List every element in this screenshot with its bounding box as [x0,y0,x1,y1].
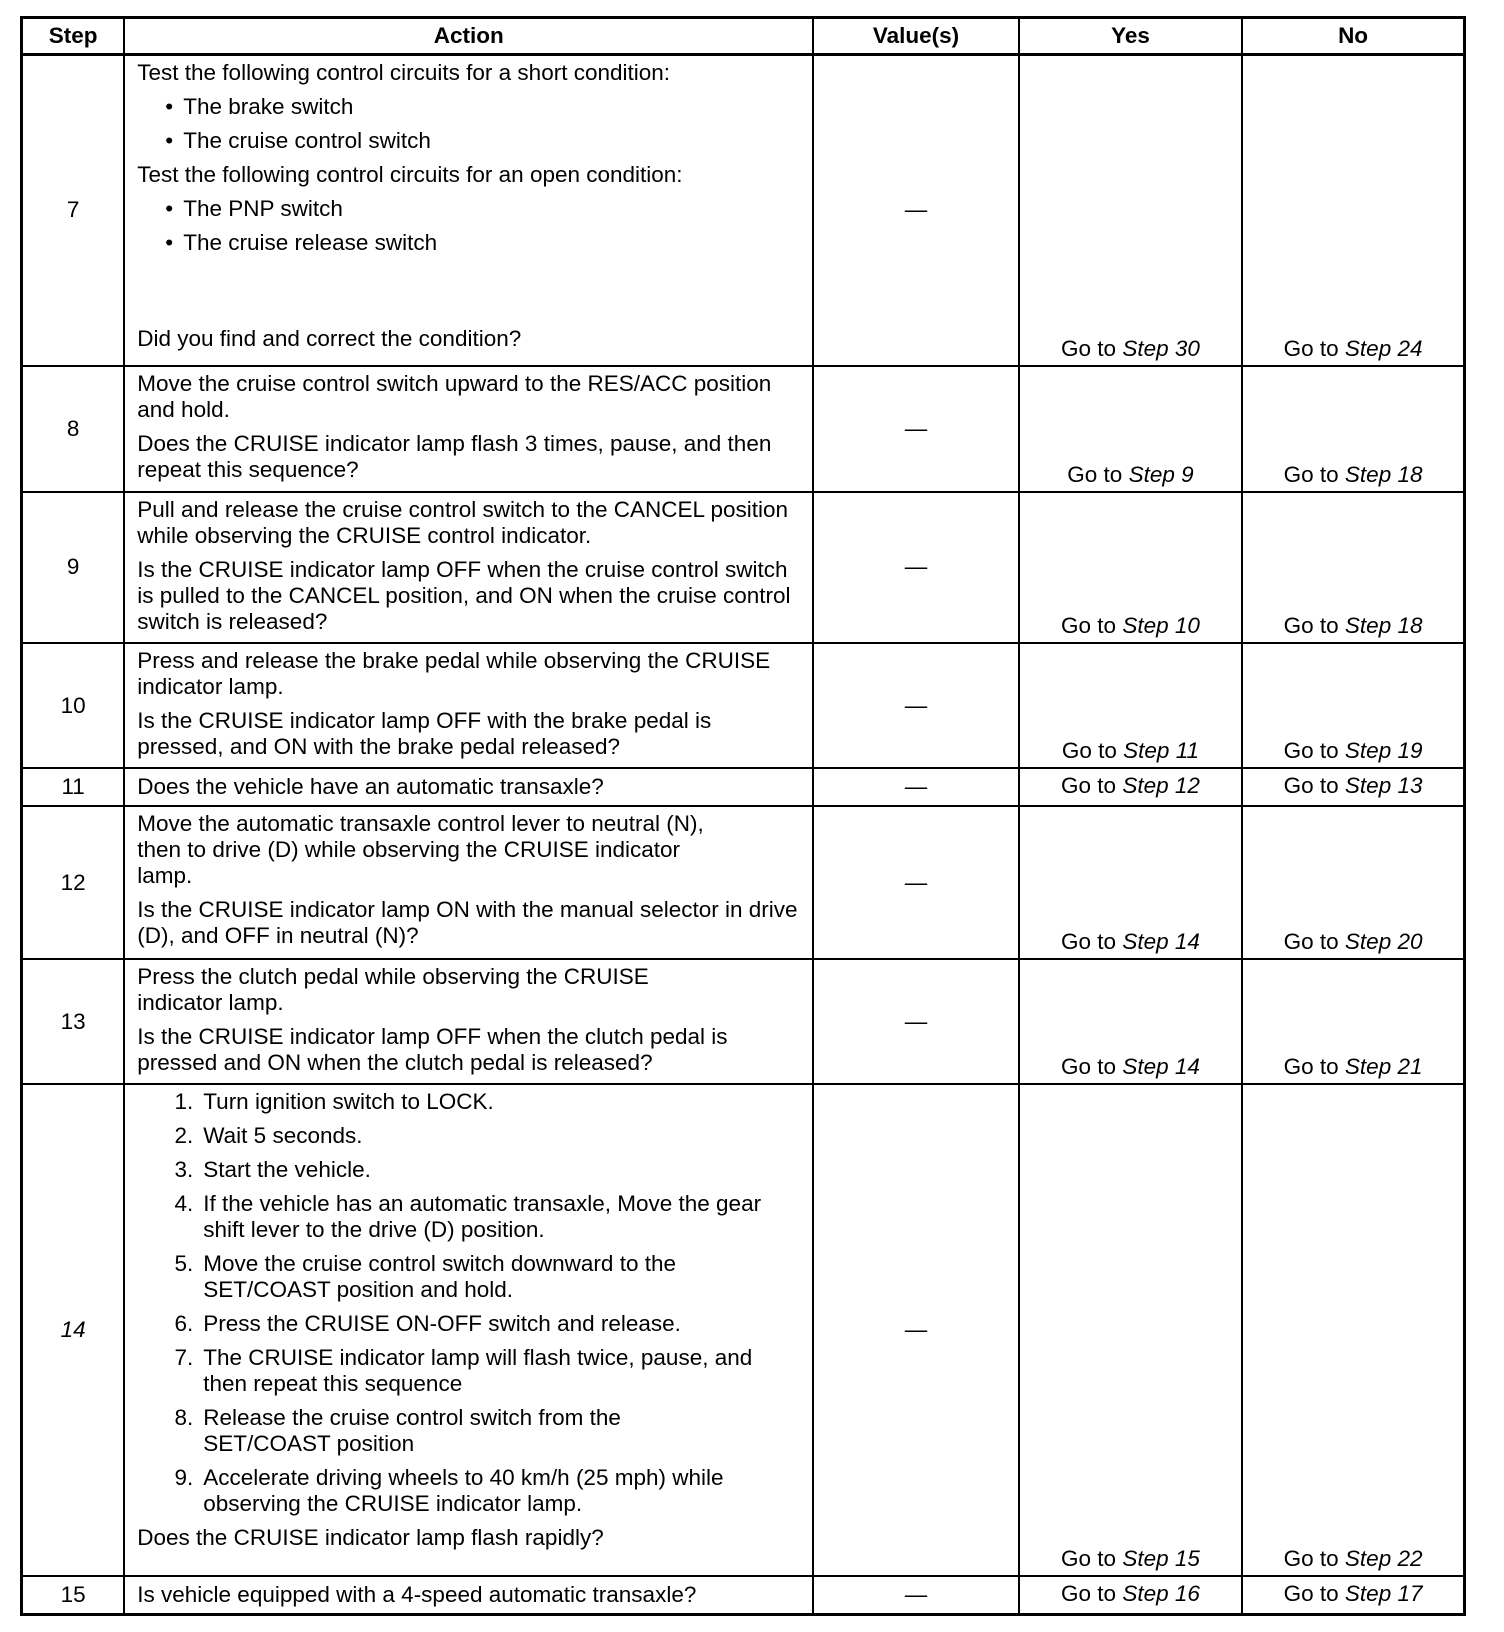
list-item: 7. The CRUISE indicator lamp will flash twice, pause, and then repeat this sequence [174,1344,753,1396]
goto-link[interactable]: Go to Step 15 [1061,1546,1200,1572]
step-number: 8 [22,366,125,492]
no-cell [1242,768,1464,806]
action-text: Pull and release the cruise control switch to the CANCEL position while observing the CRUISE control indicator. [137,496,789,548]
step-number: 14 [22,1084,125,1576]
step-number: 15 [22,1576,125,1614]
value-cell: — [813,366,1019,492]
list-item: 5. Move the cruise control switch downward to the SET/COAST position and hold. [174,1250,676,1302]
action-text: Press the clutch pedal while observing the CRUISE indicator lamp. [137,964,649,1016]
list-item: • The PNP switch [165,196,802,222]
step-number: 7 [22,55,125,366]
goto-link[interactable]: Go to Step 14 [1061,1053,1200,1079]
table-row-step-11 [22,768,1465,806]
list-item: 1. Turn ignition switch to LOCK. [174,1088,494,1114]
list-item: 3. Start the vehicle. [174,1156,371,1182]
goto-link[interactable]: Go to Step 16 [1061,1580,1200,1606]
bullet-list [137,94,802,154]
goto-link[interactable]: Go to Step 24 [1283,335,1423,361]
header-values: Value(s) [813,18,1019,55]
table-row-step-8 [22,366,1465,492]
goto-link[interactable]: Go to Step 12 [1061,772,1200,798]
header-step: Step [22,18,125,55]
value-cell: — [813,959,1019,1084]
list-item: 8. Release the cruise control switch from the SET/COAST position [174,1404,621,1456]
yes-cell [1019,643,1242,768]
goto-link[interactable]: Go to Step 30 [1061,335,1200,361]
list-item: • The cruise control switch [165,128,802,154]
action-question: Does the vehicle have an automatic transaxle? [137,774,604,800]
action-text: Test the following control circuits for a short condition: [137,60,671,85]
action-question: Is the CRUISE indicator lamp OFF when the cruise control switch is pulled to the CANCEL position, and ON when the cruise control switch is released? [137,556,791,634]
goto-link[interactable]: Go to Step 10 [1061,613,1200,639]
action-cell [124,1576,813,1614]
no-cell [1242,959,1464,1084]
value-cell: — [813,1084,1019,1576]
value-cell: — [813,768,1019,806]
list-item: • The cruise release switch [165,230,802,256]
table-row-step-9 [22,492,1465,644]
value-cell: — [813,1576,1019,1614]
no-cell [1242,1084,1464,1576]
action-cell [124,55,813,366]
goto-link[interactable]: Go to Step 20 [1283,929,1423,955]
list-item: 9. Accelerate driving wheels to 40 km/h (25 mph) while observing the CRUISE indicator lamp. [174,1464,724,1516]
yes-cell [1019,366,1242,492]
goto-link[interactable]: Go to Step 18 [1283,613,1423,639]
bullet-list [137,196,802,256]
no-cell [1242,492,1464,644]
step-number: 10 [22,643,125,768]
no-cell [1242,806,1464,959]
value-cell: — [813,55,1019,366]
action-question: Is the CRUISE indicator lamp OFF with the brake pedal is pressed, and ON with the brake pedal released? [137,708,712,760]
header-action: Action [124,18,813,55]
action-question: Does the CRUISE indicator lamp flash rapidly? [137,1524,604,1550]
goto-link[interactable]: Go to Step 13 [1283,772,1423,798]
no-cell [1242,366,1464,492]
action-text: Test the following control circuits for an open condition: [137,162,683,187]
table-row-step-7 [22,55,1465,366]
action-question: Is vehicle equipped with a 4-speed automatic transaxle? [137,1582,697,1608]
action-cell [124,959,813,1084]
yes-cell [1019,959,1242,1084]
goto-link[interactable]: Go to Step 19 [1283,738,1423,764]
list-item: 4. If the vehicle has an automatic transaxle, Move the gear shift lever to the drive (D) position. [174,1190,762,1242]
action-cell [124,768,813,806]
yes-cell [1019,1576,1242,1614]
table-row-step-13 [22,959,1465,1084]
step-number: 13 [22,959,125,1084]
no-cell [1242,55,1464,366]
yes-cell [1019,806,1242,959]
no-cell [1242,1576,1464,1614]
goto-link[interactable]: Go to Step 11 [1061,738,1200,764]
step-number: 12 [22,806,125,959]
value-cell: — [813,492,1019,644]
table-row-step-14 [22,1084,1465,1576]
goto-link[interactable]: Go to Step 9 [1067,461,1194,487]
yes-cell [1019,492,1242,644]
action-question: Did you find and correct the condition? [137,326,522,351]
header-row [22,18,1465,55]
table-row-step-12 [22,806,1465,959]
header-no: No [1242,18,1464,55]
diagnostic-table [20,16,1466,1616]
goto-link[interactable]: Go to Step 22 [1283,1546,1423,1572]
header-yes: Yes [1019,18,1242,55]
value-cell: — [813,643,1019,768]
list-item: 2. Wait 5 seconds. [174,1122,363,1148]
yes-cell [1019,768,1242,806]
action-text: Press and release the brake pedal while observing the CRUISE indicator lamp. [137,648,771,700]
goto-link[interactable]: Go to Step 21 [1283,1053,1423,1079]
goto-link[interactable]: Go to Step 17 [1283,1580,1423,1606]
step-number: 11 [22,768,125,806]
table-row-step-10 [22,643,1465,768]
no-cell [1242,643,1464,768]
yes-cell [1019,1084,1242,1576]
action-question: Is the CRUISE indicator lamp OFF when the clutch pedal is pressed and ON when the clutch pedal is released? [137,1024,728,1076]
action-question: Is the CRUISE indicator lamp ON with the manual selector in drive (D), and OFF in neutral (N)? [137,897,798,949]
value-cell: — [813,806,1019,959]
numbered-list [137,1089,802,1517]
action-text: Move the automatic transaxle control lever to neutral (N), then to drive (D) while observing the CRUISE indicator lamp. [137,811,704,889]
action-question: Does the CRUISE indicator lamp flash 3 times, pause, and then repeat this sequence? [137,430,772,482]
action-cell [124,643,813,768]
action-text: Move the cruise control switch upward to the RES/ACC position and hold. [137,370,772,422]
yes-cell [1019,55,1242,366]
action-cell [124,366,813,492]
goto-link[interactable]: Go to Step 14 [1061,929,1200,955]
list-item: 6. Press the CRUISE ON-OFF switch and release. [174,1310,681,1336]
action-cell [124,806,813,959]
goto-link[interactable]: Go to Step 18 [1283,461,1423,487]
step-number: 9 [22,492,125,644]
action-cell [124,1084,813,1576]
list-item: • The brake switch [165,94,802,120]
action-cell [124,492,813,644]
table-row-step-15 [22,1576,1465,1614]
